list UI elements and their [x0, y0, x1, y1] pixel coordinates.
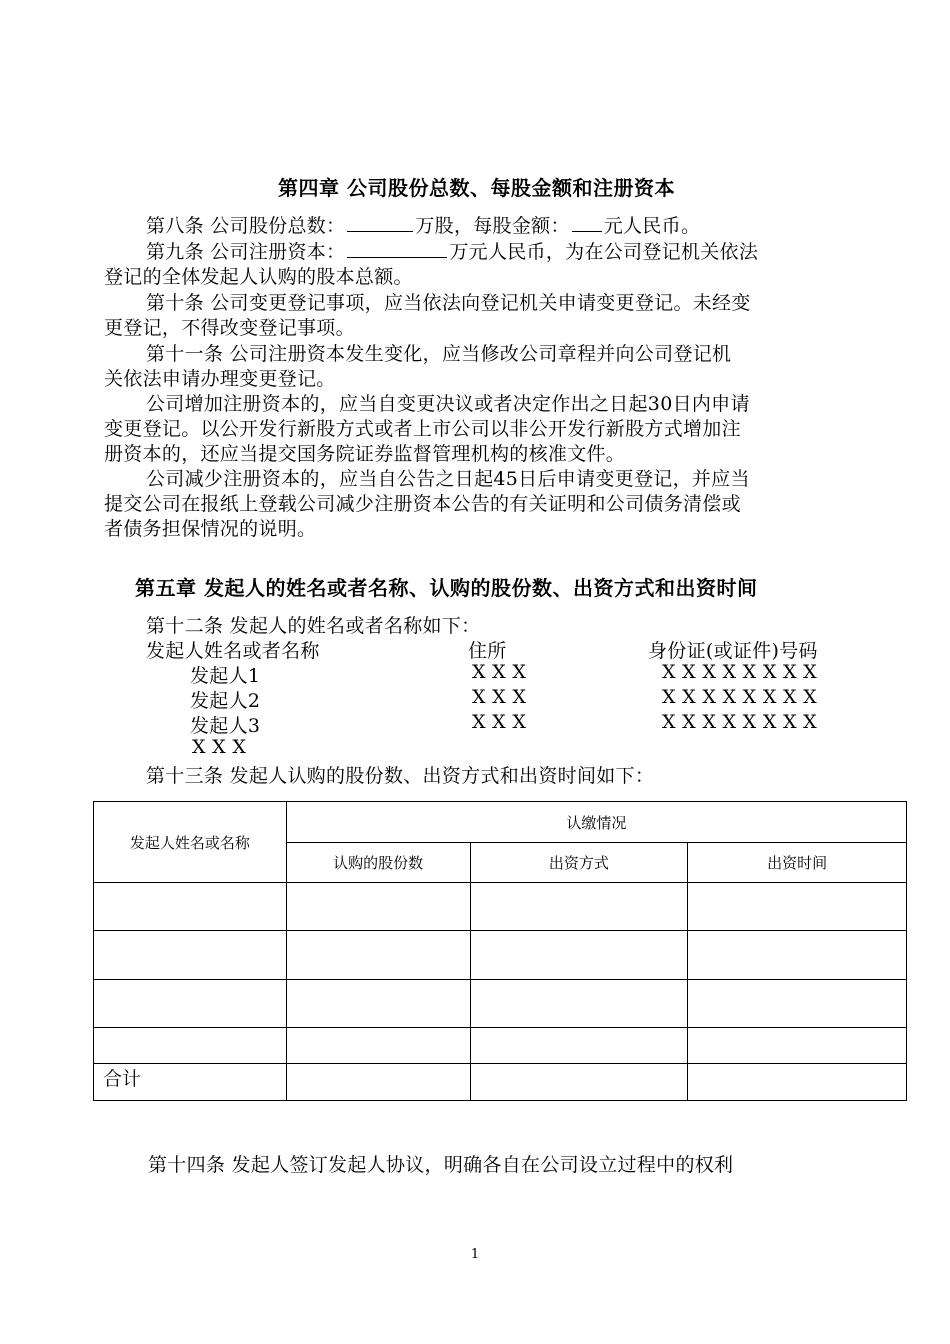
amount-blank: [572, 213, 602, 232]
header-promoter-name: 发起人姓名或名称: [94, 802, 287, 883]
table-cell: [94, 883, 287, 931]
article-14: 第十四条 发起人签订发起人协议，明确各自在公司设立过程中的权利: [148, 1154, 734, 1176]
table-cell: [286, 931, 470, 980]
promoter-1-name: 发起人1: [190, 665, 261, 687]
total-label: 合计: [94, 1064, 287, 1101]
table-header-row: [94, 802, 907, 843]
promoter-list-header-name: 发起人姓名或者名称: [146, 640, 320, 662]
table-row: [94, 931, 907, 980]
table-cell: [94, 1028, 287, 1064]
article-10-line-2: 更登记，不得改变登记事项。: [104, 317, 355, 339]
table-cell: [470, 1028, 688, 1064]
table-row: [94, 883, 907, 931]
promoter-list-header-address: 住所: [468, 640, 507, 662]
article-8-text-c: 元人民币。: [603, 215, 701, 237]
header-shares: 认购的股份数: [286, 843, 470, 883]
page-number: 1: [470, 1247, 480, 1262]
table-cell: [688, 1028, 907, 1064]
table-row: [94, 1028, 907, 1064]
table-cell: [688, 1064, 907, 1101]
capital-blank: [347, 239, 447, 258]
header-method: 出资方式: [470, 843, 688, 883]
table-row: [94, 980, 907, 1028]
article-9-text-a: 第九条 公司注册资本：: [146, 241, 346, 263]
table-cell: [470, 883, 688, 931]
header-subscription-status: 认缴情况: [286, 802, 906, 843]
table-cell: [470, 980, 688, 1028]
increase-line-3: 册资本的，还应当提交国务院证券监督管理机构的核准文件。: [104, 443, 626, 465]
table-cell: [688, 883, 907, 931]
table-cell: [286, 883, 470, 931]
article-9-line-2: 登记的全体发起人认购的股本总额。: [104, 266, 413, 288]
article-8-text-a: 第八条 公司股份总数：: [146, 215, 346, 237]
article-10-line-1: 第十条 公司变更登记事项，应当依法向登记机关申请变更登记。未经变: [146, 292, 751, 314]
promoter-2-address: X X X: [472, 686, 527, 708]
table-cell: [286, 1064, 470, 1101]
table-cell: [688, 931, 907, 980]
article-9-text-b: 万元人民币，为在公司登记机关依法: [449, 241, 759, 263]
promoter-3-id: X X X X X X X X: [662, 711, 817, 733]
decrease-line-2: 提交公司在报纸上登载公司减少注册资本公告的有关证明和公司债务清偿或: [104, 493, 741, 515]
promoter-1-id: X X X X X X X X: [662, 661, 817, 683]
promoter-list-header-id: 身份证(或证件)号码: [648, 640, 818, 662]
article-11-line-2: 关依法申请办理变更登记。: [104, 368, 336, 390]
table-total-row: [94, 1064, 907, 1101]
promoter-1-address: X X X: [472, 661, 527, 683]
table-cell: [94, 931, 287, 980]
decrease-line-1: 公司减少注册资本的，应当自公告之日起45日后申请变更登记，并应当: [146, 468, 750, 490]
table-cell: [470, 1064, 688, 1101]
article-12: 第十二条 发起人的姓名或者名称如下：: [146, 615, 481, 637]
promoter-3-name: 发起人3: [190, 715, 261, 737]
subscription-table: [93, 801, 907, 1101]
article-8-text-b: 万股，每股金额：: [415, 215, 570, 237]
header-time: 出资时间: [688, 843, 907, 883]
promoter-3-address: X X X: [472, 711, 527, 733]
promoter-2-id: X X X X X X X X: [662, 686, 817, 708]
increase-line-2: 变更登记。以公开发行新股方式或者上市公司以非公开发行新股方式增加注: [104, 418, 741, 440]
table-cell: [286, 1028, 470, 1064]
decrease-line-3: 者债务担保情况的说明。: [104, 518, 317, 540]
promoter-extra: X X X: [192, 736, 247, 758]
article-9-line-1: [146, 237, 758, 264]
chapter-5-title: 第五章 发起人的姓名或者名称、认购的股份数、出资方式和出资时间: [135, 576, 758, 600]
shares-blank: [347, 213, 413, 232]
table-cell: [286, 980, 470, 1028]
table-cell: [94, 980, 287, 1028]
article-13: 第十三条 发起人认购的股份数、出资方式和出资时间如下：: [146, 765, 655, 787]
promoter-2-name: 发起人2: [190, 690, 261, 712]
table-cell: [688, 980, 907, 1028]
table-cell: [470, 931, 688, 980]
article-11-line-1: 第十一条 公司注册资本发生变化，应当修改公司章程并向公司登记机: [146, 343, 732, 365]
article-8: [146, 211, 700, 238]
chapter-4-title: 第四章 公司股份总数、每股金额和注册资本: [278, 176, 675, 200]
increase-line-1: 公司增加注册资本的，应当自变更决议或者决定作出之日起30日内申请: [146, 393, 750, 415]
